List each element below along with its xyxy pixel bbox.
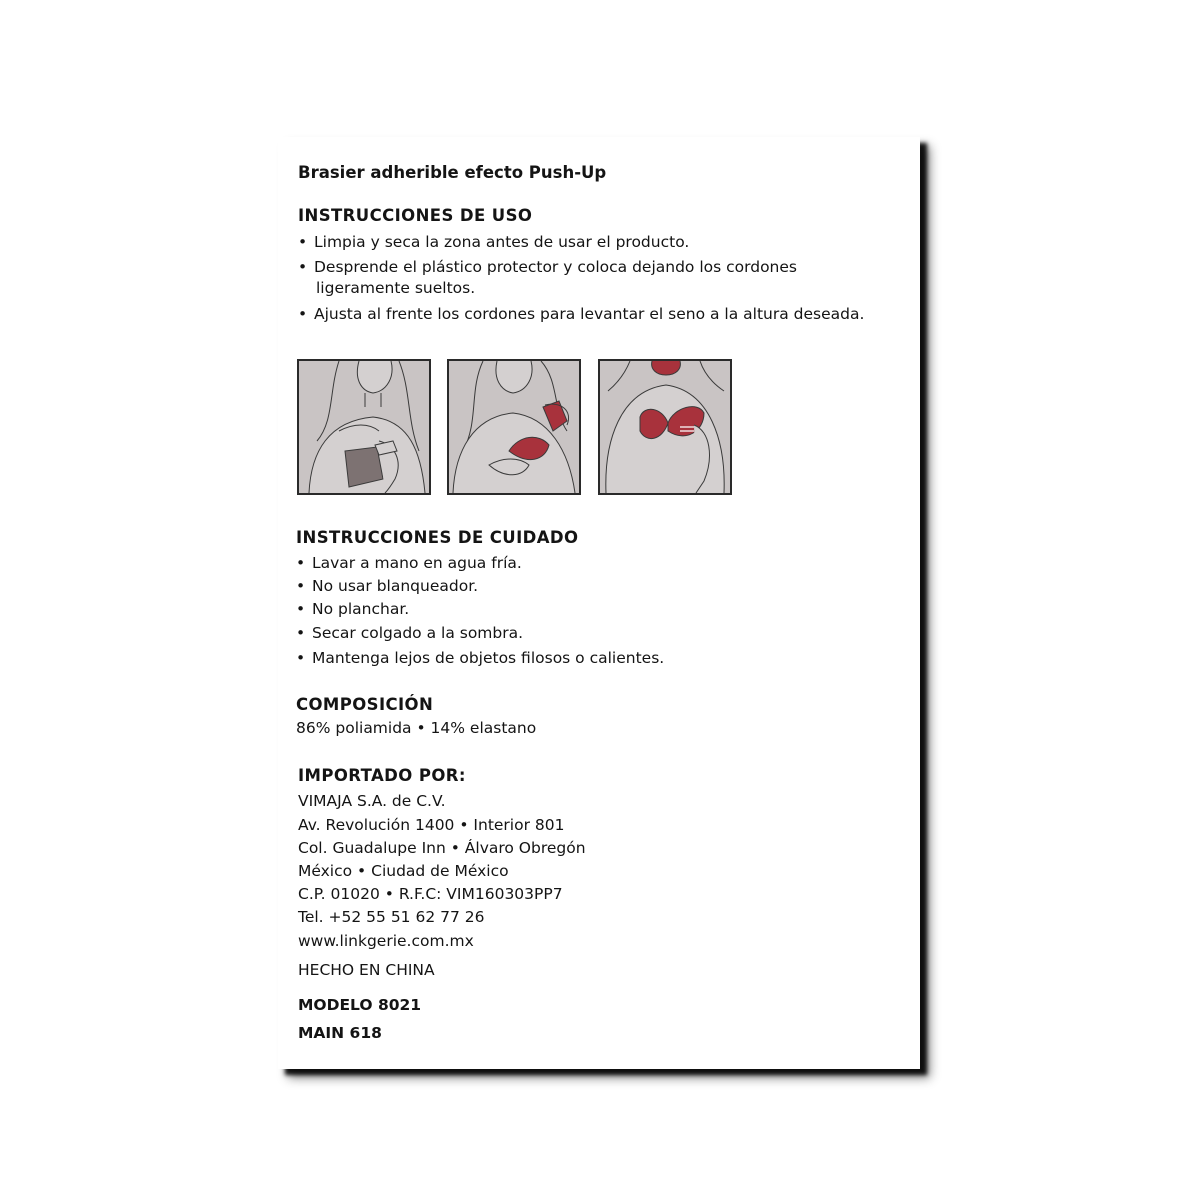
care-item-2: • No usar blanqueador. xyxy=(296,576,478,596)
usage-item-2: • Desprende el plástico protector y coloca dejando los cordones xyxy=(298,257,797,277)
usage-item-2-continued: ligeramente sueltos. xyxy=(316,279,476,297)
care-item-4: • Secar colgado a la sombra. xyxy=(296,623,523,643)
composition-text: 86% poliamida • 14% elastano xyxy=(296,719,537,737)
woman-adjusting-bra-illustration xyxy=(600,361,730,493)
care-item-3: • No planchar. xyxy=(296,599,409,619)
importer-website: www.linkgerie.com.mx xyxy=(298,932,474,950)
step-illustration-adjust xyxy=(598,359,732,495)
importer-line-1: VIMAJA S.A. de C.V. xyxy=(298,792,446,810)
made-in-text: HECHO EN CHINA xyxy=(298,961,435,979)
care-item-5: • Mantenga lejos de objetos filosos o calientes. xyxy=(296,648,664,668)
product-label-card xyxy=(278,137,920,1069)
woman-placing-bra-illustration xyxy=(449,361,579,493)
composition-heading: COMPOSICIÓN xyxy=(296,695,434,714)
importer-heading: IMPORTADO POR: xyxy=(298,766,466,785)
usage-item-3: • Ajusta al frente los cordones para levantar el seno a la altura deseada. xyxy=(298,304,864,324)
care-heading: INSTRUCCIONES DE CUIDADO xyxy=(296,528,579,547)
main-code: MAIN 618 xyxy=(298,1024,382,1042)
usage-heading: INSTRUCCIONES DE USO xyxy=(298,206,533,225)
importer-line-3: Col. Guadalupe Inn • Álvaro Obregón xyxy=(298,839,586,857)
usage-item-1: • Limpia y seca la zona antes de usar el producto. xyxy=(298,232,689,252)
product-title: Brasier adherible efecto Push-Up xyxy=(298,163,607,182)
step-illustration-clean xyxy=(297,359,431,495)
importer-line-6: Tel. +52 55 51 62 77 26 xyxy=(298,908,485,926)
care-item-1: • Lavar a mano en agua fría. xyxy=(296,553,522,573)
importer-line-2: Av. Revolución 1400 • Interior 801 xyxy=(298,816,565,834)
woman-cleaning-illustration xyxy=(299,361,429,493)
step-illustration-place xyxy=(447,359,581,495)
importer-line-4: México • Ciudad de México xyxy=(298,862,509,880)
importer-line-5: C.P. 01020 • R.F.C: VIM160303PP7 xyxy=(298,885,563,903)
model-number: MODELO 8021 xyxy=(298,996,422,1014)
